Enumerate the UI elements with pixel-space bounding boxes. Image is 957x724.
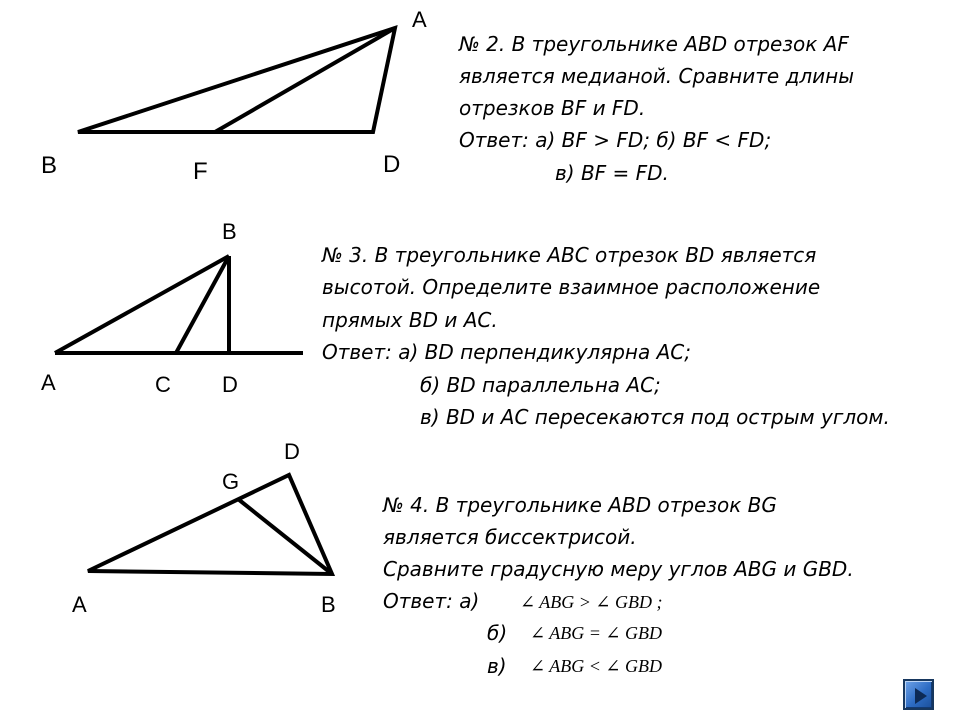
- vertex-label-a-4: A: [72, 592, 87, 617]
- triangle-abd-bisector: [88, 475, 332, 574]
- problem-2-answer-option-c: в) BF = FD.: [555, 161, 669, 185]
- bisector-bg: [238, 499, 332, 574]
- vertex-label-a: A: [412, 7, 427, 32]
- vertex-label-b-3: B: [222, 219, 237, 244]
- triangle-abc-altitude: [55, 256, 303, 353]
- problem-3-line-2: высотой. Определите взаимное расположение: [322, 275, 821, 299]
- play-arrow-icon: [905, 681, 936, 712]
- vertex-label-b: B: [41, 152, 58, 179]
- problem-3-line-1: № 3. В треугольнике ABC отрезок BD является: [322, 243, 817, 267]
- problem-4-option-c-label: в): [487, 654, 507, 678]
- point-label-d-3: D: [222, 372, 238, 397]
- vertex-label-c-3: C: [155, 372, 171, 397]
- problem-4-line-2: является биссектрисой.: [383, 525, 637, 549]
- point-label-f: F: [193, 158, 208, 185]
- triangle-abd: [78, 28, 395, 132]
- problem-4-line-1: № 4. В треугольнике ABD отрезок BG: [383, 493, 777, 517]
- problem-2-answer-options: Ответ: а) BF > FD; б) BF < FD;: [459, 128, 772, 152]
- vertex-label-d: D: [383, 151, 401, 178]
- angle-comparison-a: ∠ ABG > ∠ GBD ;: [520, 592, 663, 612]
- triangle-abd-median: [78, 28, 395, 132]
- problem-3-answer-option-b: б) BD параллельна AC;: [420, 373, 661, 397]
- vertex-label-a-3: A: [41, 370, 56, 395]
- vertex-label-d-4: D: [284, 439, 300, 464]
- problem-3-answer-option-c: в) BD и AC пересекаются под острым углом.: [420, 405, 890, 429]
- problem-2-line-3: отрезков BF и FD.: [459, 96, 646, 120]
- next-slide-button[interactable]: [903, 679, 934, 710]
- angle-comparison-b: ∠ ABG = ∠ GBD: [530, 623, 662, 643]
- problem-4-line-3: Сравните градусную меру углов ABG и GBD.: [383, 557, 854, 581]
- problem-4-answer-label: Ответ: а): [383, 589, 480, 613]
- problem-3-answer-option-a: Ответ: а) BD перпендикулярна AC;: [322, 340, 691, 364]
- problem-3-line-3: прямых BD и AC.: [322, 308, 498, 332]
- problem-4-option-b-label: б): [487, 621, 508, 645]
- angle-comparison-c: ∠ ABG < ∠ GBD: [530, 656, 662, 676]
- problem-2-line-2: является медианой. Сравните длины: [459, 64, 855, 88]
- problem-2-line-1: № 2. В треугольнике ABD отрезок AF: [459, 32, 849, 56]
- vertex-label-b-4: B: [321, 592, 336, 617]
- triangle-abd-2: [88, 475, 332, 574]
- point-label-g-4: G: [222, 469, 240, 494]
